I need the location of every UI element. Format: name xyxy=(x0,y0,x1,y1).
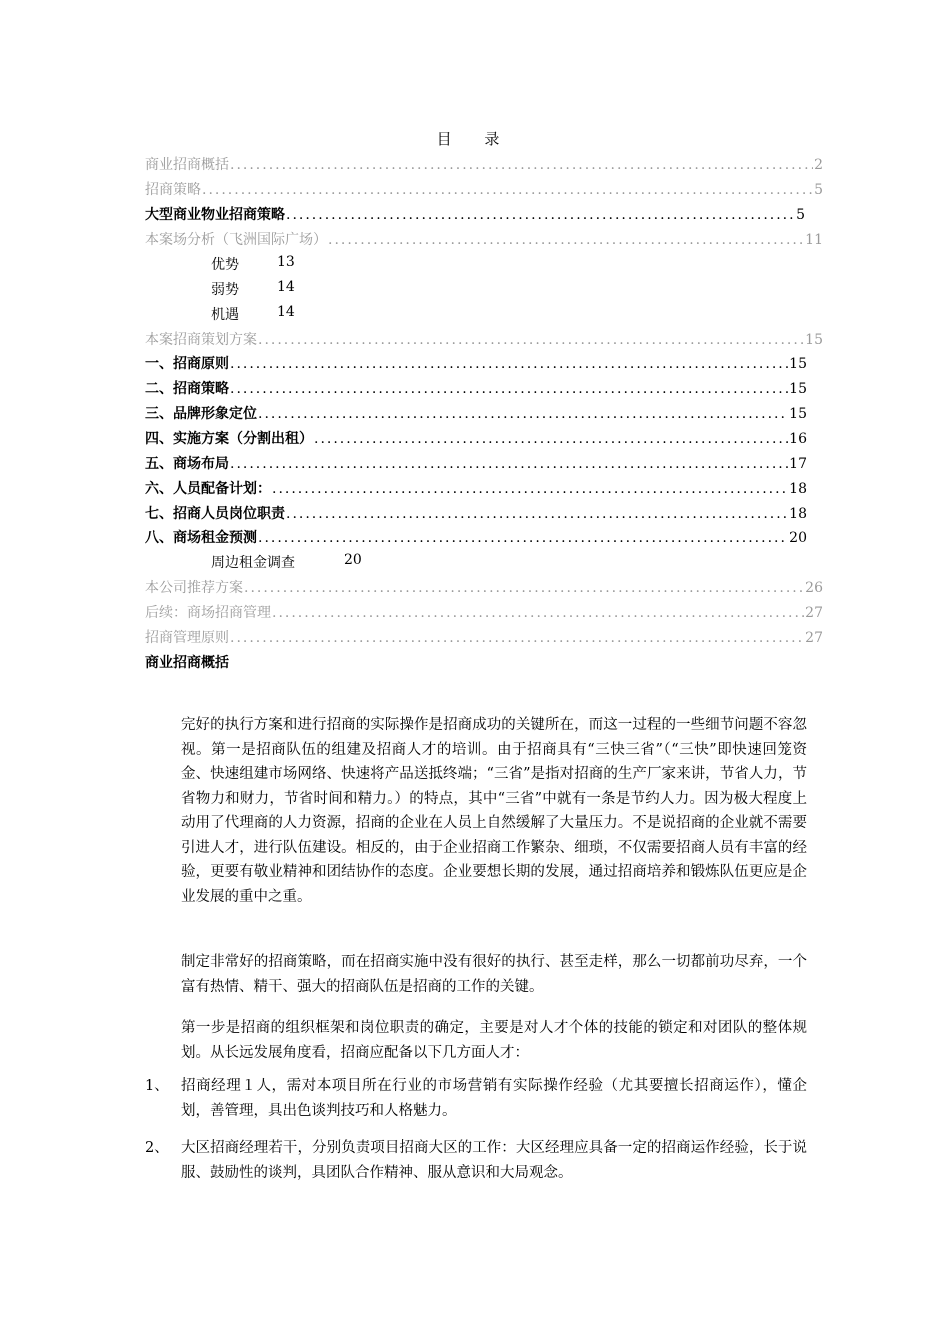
toc-entry-page: 11 xyxy=(805,232,823,248)
toc-entry-page: 14 xyxy=(277,279,295,295)
toc-entry-page: 15 xyxy=(805,332,823,348)
toc-entry-label: 四、实施方案（分割出租） xyxy=(145,431,313,447)
toc-entry-label: 本案招商策划方案 xyxy=(145,332,257,348)
toc-entry[interactable] xyxy=(145,527,807,549)
toc-leader-dots xyxy=(258,406,788,422)
toc-leader-dots xyxy=(230,157,813,173)
toc-entry-label: 招商策略 xyxy=(145,182,201,198)
body-paragraph: 完好的执行方案和进行招商的实际操作是招商成功的关键所在，而这一过程的一些细节问题不容忽视。第一是招商队伍的组建及招商人才的培训。由于招商具有“三快三省”（“三快”即快速回笼资金、快速组建市场网络、快速将产品送抵终端；“三省”是指对招商的生产厂家来讲，节省人力，节省物力和财力，节省时间和精力。）的特点，其中“三省”中就有一条是节约人力。因为极大程度上动用了代理商的人力资源，招商的企业在人员上自然缓解了大量压力。不是说招商的企业就不需要引进人才，进行队伍建设。相反的，由于企业招商工作繁杂、细琐，不仅需要招商人员有丰富的经验，更要有敬业精神和团结协作的态度。企业要想长期的发展，通过招商培养和锻炼队伍更应是企业发展的重中之重。 xyxy=(181,717,807,905)
body-paragraph: 第一步是招商的组织框架和岗位职责的确定，主要是对人才个体的技能的锁定和对团队的整体规划。从长远发展角度看，招商应配备以下几方面人才： xyxy=(181,1020,807,1061)
toc-leader-dots xyxy=(258,332,804,348)
toc-entry-label: 后续：商场招商管理 xyxy=(145,605,271,621)
toc-entry-label: 周边租金调查 xyxy=(211,555,295,571)
section-heading: 商业招商概括 xyxy=(145,655,229,671)
toc-leader-dots xyxy=(230,630,804,646)
toc-leader-dots xyxy=(328,232,804,248)
toc-entry[interactable] xyxy=(145,577,823,599)
toc-leader-dots xyxy=(244,580,804,596)
toc-entry[interactable] xyxy=(145,627,823,649)
toc-leader-dots xyxy=(258,530,788,546)
toc-entry-page: 2 xyxy=(814,157,823,173)
toc-subentry[interactable] xyxy=(211,304,295,324)
toc-entry-label: 招商管理原则 xyxy=(145,630,229,646)
toc-entry[interactable] xyxy=(145,154,823,176)
toc-entry-label: 机遇 xyxy=(211,307,239,323)
toc-entry-label: 一、招商原则 xyxy=(145,356,229,372)
toc-entry-label: 本案场分析（飞洲国际广场） xyxy=(145,232,327,248)
toc-entry[interactable] xyxy=(145,204,805,226)
toc-subentry[interactable] xyxy=(211,279,295,299)
toc-entry-label: 弱势 xyxy=(211,282,239,298)
toc-entry[interactable] xyxy=(145,478,807,500)
toc-subentry[interactable] xyxy=(211,552,362,572)
toc-entry[interactable] xyxy=(145,329,823,351)
toc-entry-label: 七、招商人员岗位职责 xyxy=(145,506,285,522)
list-text: 大区招商经理若干，分别负责项目招商大区的工作：大区经理应具备一定的招商运作经验，长于说服、鼓励性的谈判，具团队合作精神、服从意识和大局观念。 xyxy=(181,1140,807,1181)
toc-entry-page: 5 xyxy=(814,182,823,198)
toc-entry-page: 17 xyxy=(789,456,807,472)
toc-entry-page: 20 xyxy=(344,552,362,568)
toc-entry-page: 15 xyxy=(789,356,807,372)
toc-entry-page: 15 xyxy=(789,406,807,422)
toc-entry-label: 二、招商策略 xyxy=(145,381,229,397)
toc-entry-label: 优势 xyxy=(211,257,239,273)
toc-leader-dots xyxy=(272,481,788,497)
toc-entry-page: 15 xyxy=(789,381,807,397)
toc-entry-page: 13 xyxy=(277,254,295,270)
toc-leader-dots xyxy=(230,456,788,472)
toc-entry-page: 18 xyxy=(789,506,807,522)
list-number: 1、 xyxy=(145,1078,169,1094)
toc-entry[interactable] xyxy=(145,378,807,400)
toc-leader-dots xyxy=(272,605,804,621)
toc-entry-label: 五、商场布局 xyxy=(145,456,229,472)
toc-entry-label: 三、品牌形象定位 xyxy=(145,406,257,422)
toc-entry-page: 27 xyxy=(805,605,823,621)
toc-entry-label: 六、人员配备计划： xyxy=(145,481,271,497)
toc-subentry[interactable] xyxy=(211,254,295,274)
toc-entry[interactable] xyxy=(145,602,823,624)
toc-leader-dots xyxy=(202,182,813,198)
toc-entry-page: 27 xyxy=(805,630,823,646)
body-paragraph: 制定非常好的招商策略，而在招商实施中没有很好的执行、甚至走样，那么一切都前功尽弃，一个富有热情、精干、强大的招商队伍是招商的工作的关键。 xyxy=(181,954,807,995)
toc-entry-label: 八、商场租金预测 xyxy=(145,530,257,546)
toc-entry[interactable] xyxy=(145,179,823,201)
toc-entry[interactable] xyxy=(145,428,807,450)
toc-leader-dots xyxy=(230,381,788,397)
toc-leader-dots xyxy=(230,356,788,372)
toc-entry-label: 大型商业物业招商策略 xyxy=(145,207,285,223)
toc-entry[interactable] xyxy=(145,353,807,375)
toc-entry[interactable] xyxy=(145,453,807,475)
toc-entry[interactable] xyxy=(145,403,807,425)
toc-entry-page: 18 xyxy=(789,481,807,497)
toc-entry-label: 商业招商概括 xyxy=(145,157,229,173)
toc-title: 目 录 xyxy=(436,130,514,148)
toc-entry[interactable] xyxy=(145,503,807,525)
list-number: 2、 xyxy=(145,1140,169,1156)
toc-entry-page: 20 xyxy=(789,530,807,546)
toc-leader-dots xyxy=(286,506,788,522)
toc-entry-page: 5 xyxy=(796,207,805,223)
toc-entry-page: 26 xyxy=(805,580,823,596)
toc-leader-dots xyxy=(314,431,788,447)
toc-leader-dots xyxy=(286,207,795,223)
list-text: 招商经理１人，需对本项目所在行业的市场营销有实际操作经验（尤其要擅长招商运作），懂企划，善管理，具出色谈判技巧和人格魅力。 xyxy=(181,1078,807,1119)
toc-entry-page: 16 xyxy=(789,431,807,447)
toc-entry-label: 本公司推荐方案 xyxy=(145,580,243,596)
toc-entry[interactable] xyxy=(145,229,823,251)
toc-entry-page: 14 xyxy=(277,304,295,320)
